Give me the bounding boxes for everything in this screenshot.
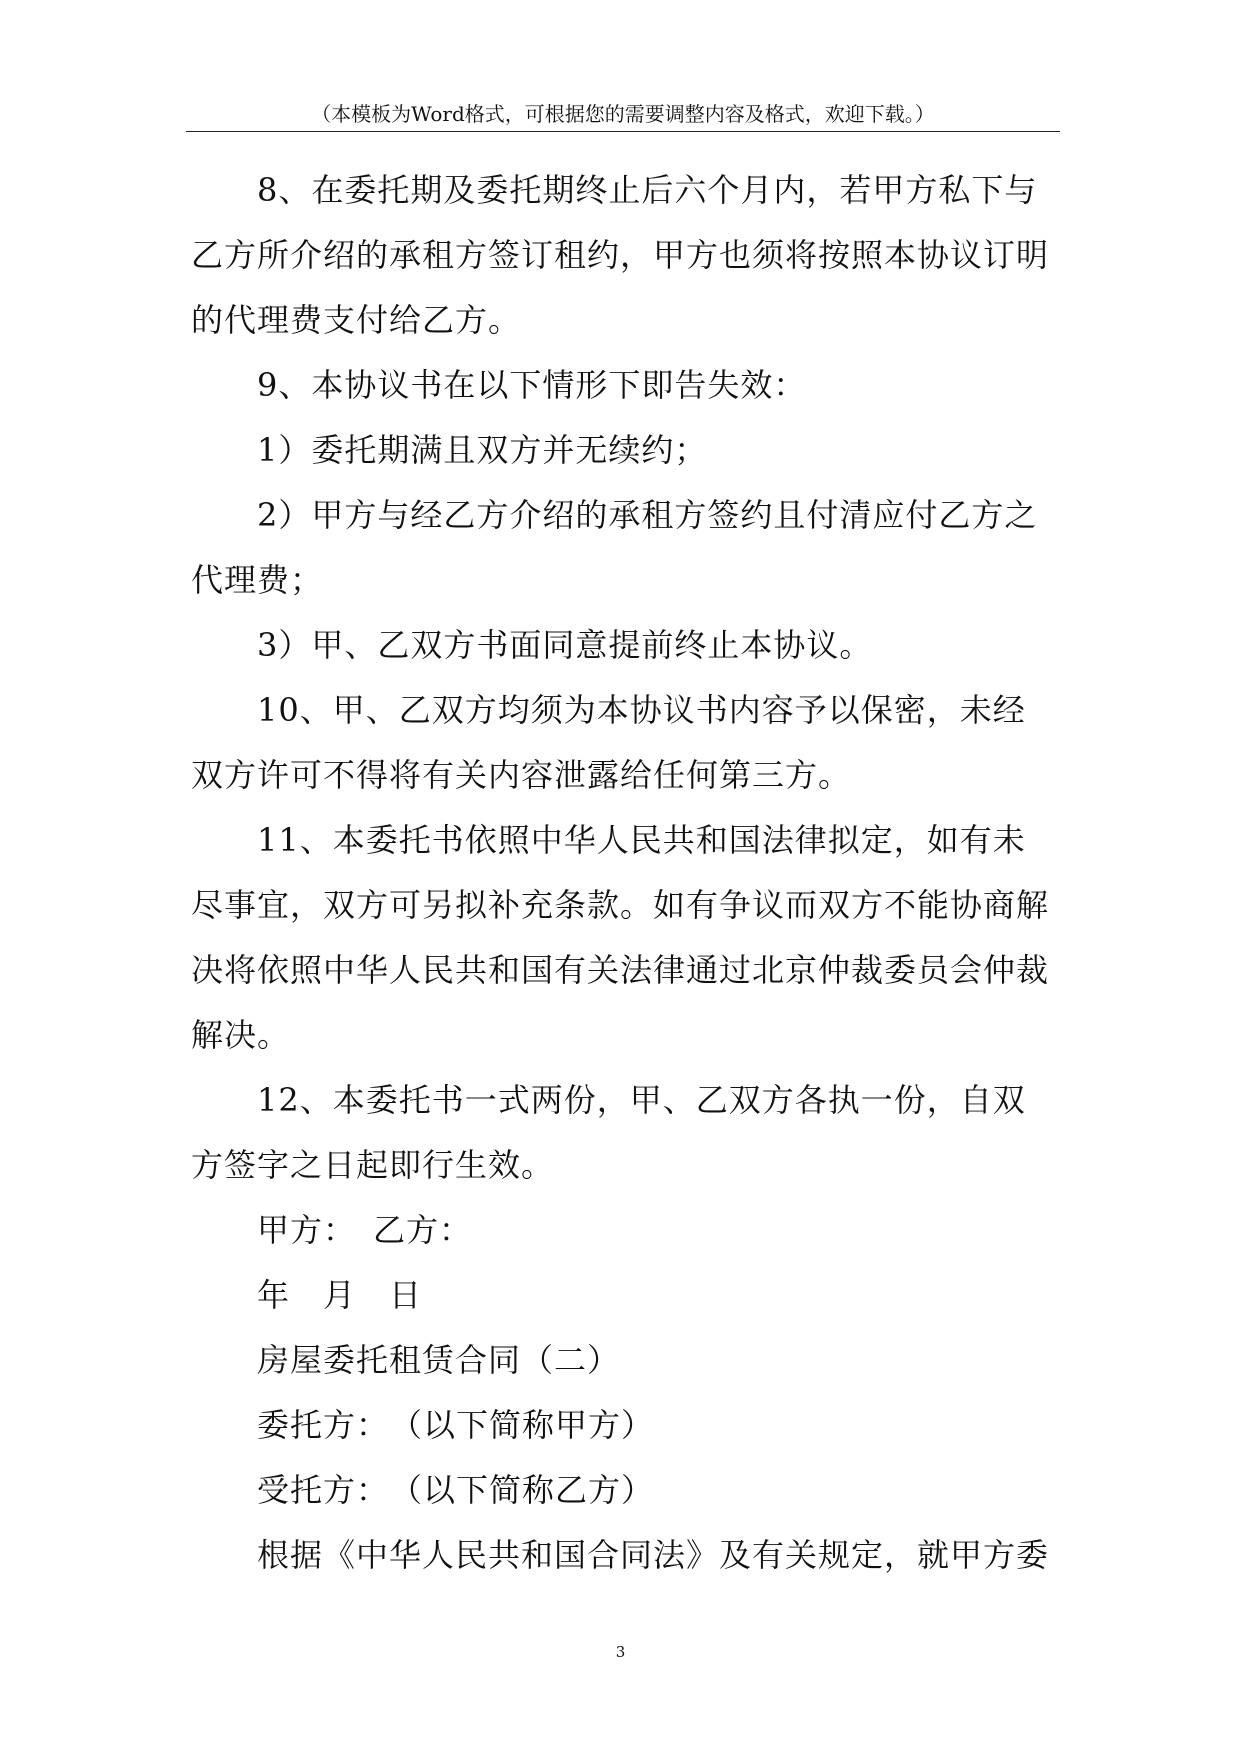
clause-9-item-1: 1）委托期满且双方并无续约； <box>257 431 708 469</box>
clause-8: 8、在委托期及委托期终止后六个月内，若甲方私下与乙方所介绍的承租方签订租约，甲方也须将按照本协议订明的代理费支付给乙方。 <box>191 171 1050 339</box>
header-divider <box>186 131 1060 132</box>
page-number: 3 <box>615 1643 626 1661</box>
preamble: 根据《中华人民共和国合同法》及有关规定，就甲方委 <box>257 1536 1050 1574</box>
clause-10: 10、甲、乙双方均须为本协议书内容予以保密，未经双方许可不得将有关内容泄露给任何第三方。 <box>191 691 1026 794</box>
principal-line: 委托方： （以下简称甲方） <box>257 1406 655 1444</box>
signature-date: 年 月 日 <box>257 1276 423 1314</box>
clause-9-item-2: 2）甲方与经乙方介绍的承租方签约且付清应付乙方之代理费； <box>191 496 1038 599</box>
contract-title: 房屋委托租赁合同（二） <box>257 1341 621 1379</box>
clause-11: 11、本委托书依照中华人民共和国法律拟定，如有未尽事宜，双方可另拟补充条款。如有争议而双方不能协商解决将依照中华人民共和国有关法律通过北京仲裁委员会仲裁解决。 <box>191 821 1050 1054</box>
template-notice: （本模板为Word格式，可根据您的需要调整内容及格式，欢迎下载。） <box>311 102 935 126</box>
document-body <box>191 158 1057 1588</box>
agent-line: 受托方： （以下简称乙方） <box>257 1471 655 1509</box>
clause-9: 9、本协议书在以下情形下即告失效： <box>257 366 807 404</box>
clause-12: 12、本委托书一式两份，甲、乙双方各执一份，自双方签字之日起即行生效。 <box>191 1081 1026 1184</box>
signature-parties: 甲方： 乙方： <box>257 1211 473 1249</box>
clause-9-item-3: 3）甲、乙双方书面同意提前终止本协议。 <box>257 626 873 664</box>
